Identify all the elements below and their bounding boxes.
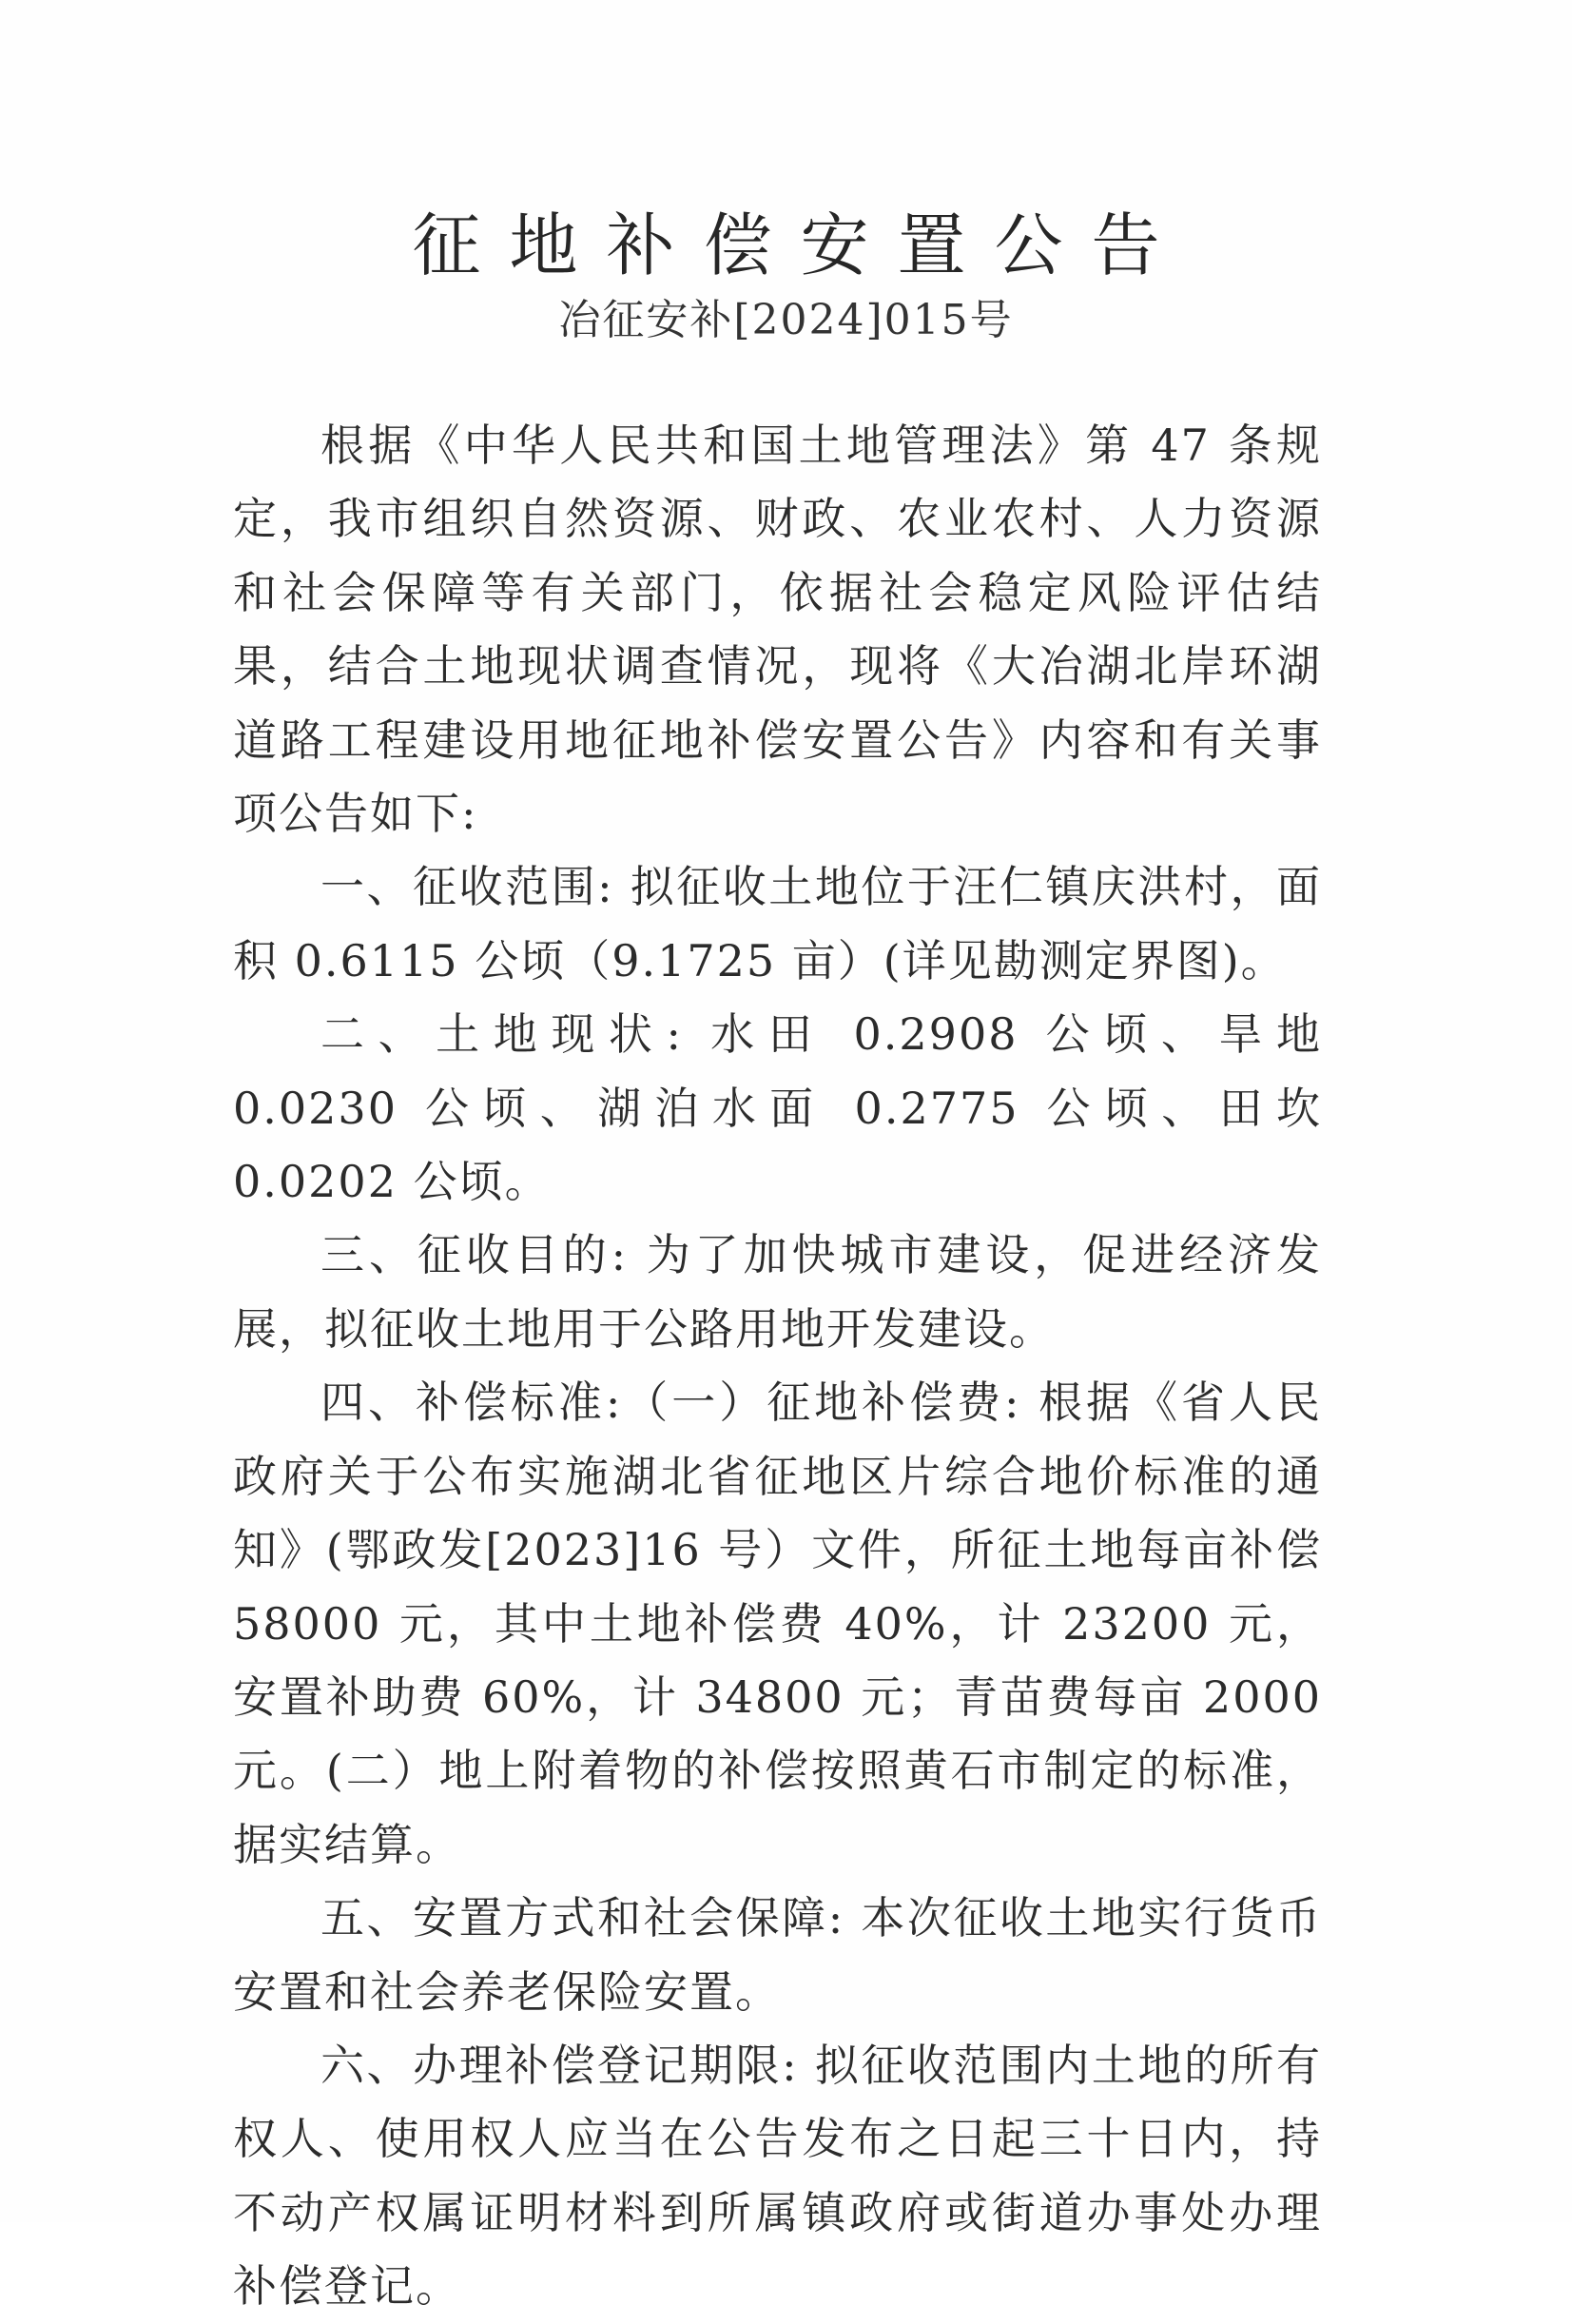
paragraph-scope: 一、征收范围: 拟征收土地位于汪仁镇庆洪村，面积 0.6115 公顷（9.1725 亩）(详见勘测定界图)。	[233, 861, 1322, 986]
paragraph-intro: 根据《中华人民共和国土地管理法》第 47 条规定，我市组织自然资源、财政、农业农村、人力资源和社会保障等有关部门，依据社会稳定风险评估结果，结合土地现状调查情况，现将《大冶湖北岸环湖道路工程建设用地征地补偿安置公告》内容和有关事项公告如下:	[233, 420, 1322, 840]
document-body	[233, 409, 1322, 2324]
paragraph-purpose: 三、征收目的: 为了加快城市建设，促进经济发展，拟征收土地用于公路用地开发建设。	[233, 1229, 1322, 1355]
document-number: 冶征安补[2024]015号	[558, 296, 1014, 344]
document-title: 征地补偿安置公告	[412, 205, 1189, 285]
paragraph-registration: 六、办理补偿登记期限: 拟征收范围内土地的所有权人、使用权人应当在公告发布之日起三十日内，持不动产权属证明材料到所属镇政府或街道办事处办理补偿登记。	[233, 2039, 1322, 2313]
paragraph-land-status: 二、土地现状: 水田 0.2908 公顷、旱地 0.0230 公顷、湖泊水面 0.2775 公顷、田坎 0.0202 公顷。	[233, 1008, 1322, 1208]
paragraph-resettlement: 五、安置方式和社会保障: 本次征收土地实行货币安置和社会养老保险安置。	[233, 1892, 1322, 2018]
paragraph-compensation: 四、补偿标准:（一）征地补偿费: 根据《省人民政府关于公布实施湖北省征地区片综合地价标准的通知》(鄂政发[2023]16 号）文件，所征土地每亩补偿 58000 元，其中土地补偿费 40%，计 23200 元，安置补助费 60%，计 34800 元；青苗费每亩 2000 元。(二）地上附着物的补偿按照黄石市制定的标准，据实结算。	[233, 1377, 1322, 1870]
